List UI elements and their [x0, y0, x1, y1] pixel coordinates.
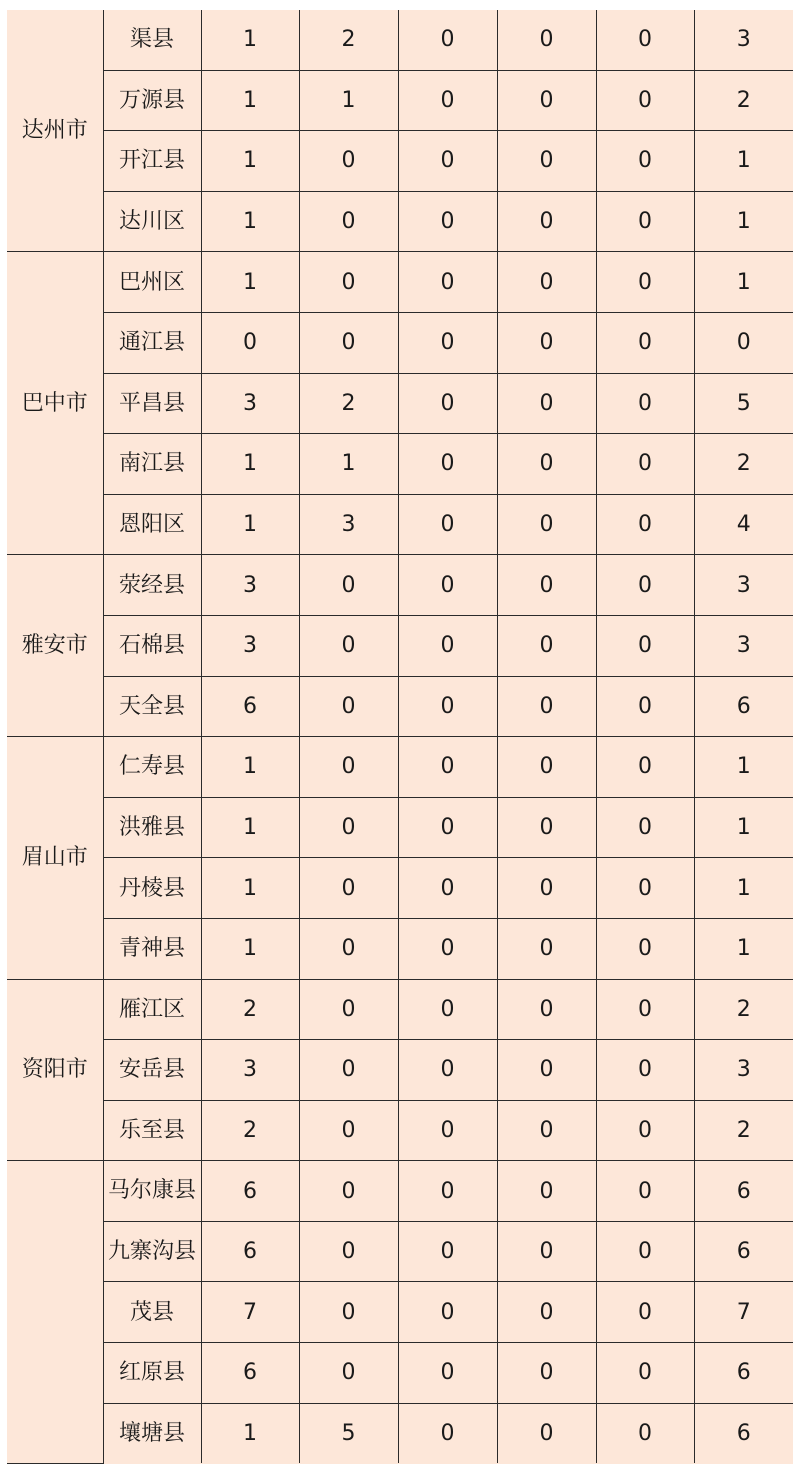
total-count-cell: 6 [694, 1343, 793, 1404]
count-cell: 0 [398, 1100, 497, 1161]
count-cell: 1 [201, 131, 299, 192]
county-name-cell: 红原县 [103, 1343, 201, 1404]
county-name-cell: 石棉县 [103, 615, 201, 676]
count-cell: 0 [398, 1403, 497, 1463]
total-count-cell: 2 [694, 979, 793, 1040]
count-cell: 0 [596, 615, 694, 676]
table-row [7, 191, 793, 252]
county-name-cell: 乐至县 [103, 1100, 201, 1161]
count-cell: 6 [201, 1161, 299, 1222]
count-cell: 2 [201, 1100, 299, 1161]
count-cell: 1 [201, 70, 299, 131]
total-count-cell: 2 [694, 1100, 793, 1161]
count-cell: 0 [398, 797, 497, 858]
count-cell: 0 [398, 312, 497, 373]
total-count-cell: 6 [694, 1161, 793, 1222]
total-count-cell: 6 [694, 676, 793, 737]
count-cell: 0 [596, 1040, 694, 1101]
count-cell: 0 [596, 737, 694, 798]
count-cell: 0 [497, 10, 596, 70]
table-row [7, 1040, 793, 1101]
count-cell: 0 [201, 312, 299, 373]
count-cell: 0 [398, 858, 497, 919]
table-row [7, 737, 793, 798]
county-name-cell: 仁寿县 [103, 737, 201, 798]
total-count-cell: 2 [694, 70, 793, 131]
table-row [7, 1161, 793, 1222]
count-cell: 3 [299, 494, 398, 555]
count-cell: 0 [299, 1100, 398, 1161]
count-cell: 0 [398, 1343, 497, 1404]
county-name-cell: 万源县 [103, 70, 201, 131]
statistics-table-sheet [7, 10, 793, 1464]
total-count-cell: 1 [694, 918, 793, 979]
count-cell: 0 [497, 373, 596, 434]
table-row [7, 676, 793, 737]
count-cell: 1 [201, 858, 299, 919]
count-cell: 0 [497, 252, 596, 313]
total-count-cell: 3 [694, 10, 793, 70]
county-name-cell: 马尔康县 [103, 1161, 201, 1222]
count-cell: 0 [398, 10, 497, 70]
count-cell: 0 [497, 1040, 596, 1101]
count-cell: 0 [497, 1100, 596, 1161]
total-count-cell: 6 [694, 1221, 793, 1282]
count-cell: 1 [201, 191, 299, 252]
count-cell: 0 [596, 373, 694, 434]
table-row [7, 797, 793, 858]
county-name-cell: 达川区 [103, 191, 201, 252]
total-count-cell: 3 [694, 615, 793, 676]
city-name-cell: 资阳市 [7, 979, 103, 1161]
count-cell: 0 [596, 494, 694, 555]
count-cell: 0 [596, 1343, 694, 1404]
count-cell: 0 [497, 494, 596, 555]
table-row [7, 70, 793, 131]
table-row [7, 1100, 793, 1161]
count-cell: 6 [201, 1343, 299, 1404]
count-cell: 0 [596, 70, 694, 131]
count-cell: 1 [201, 1403, 299, 1463]
count-cell: 0 [299, 1040, 398, 1101]
total-count-cell: 1 [694, 252, 793, 313]
table-row [7, 10, 793, 70]
county-name-cell: 南江县 [103, 434, 201, 495]
count-cell: 0 [596, 979, 694, 1040]
count-cell: 0 [398, 373, 497, 434]
count-cell: 1 [201, 434, 299, 495]
count-cell: 0 [497, 858, 596, 919]
count-cell: 0 [497, 797, 596, 858]
table-row [7, 1343, 793, 1404]
count-cell: 1 [299, 70, 398, 131]
total-count-cell: 7 [694, 1282, 793, 1343]
table-row [7, 1282, 793, 1343]
count-cell: 0 [497, 1221, 596, 1282]
count-cell: 0 [596, 191, 694, 252]
count-cell: 0 [596, 1221, 694, 1282]
count-cell: 0 [299, 676, 398, 737]
count-cell: 0 [497, 191, 596, 252]
count-cell: 0 [299, 918, 398, 979]
count-cell: 0 [299, 131, 398, 192]
count-cell: 0 [497, 555, 596, 616]
count-cell: 0 [497, 131, 596, 192]
table-body [7, 10, 793, 1463]
count-cell: 0 [596, 252, 694, 313]
count-cell: 2 [299, 373, 398, 434]
count-cell: 0 [398, 70, 497, 131]
count-cell: 0 [299, 1343, 398, 1404]
total-count-cell: 1 [694, 797, 793, 858]
count-cell: 1 [299, 434, 398, 495]
count-cell: 0 [299, 797, 398, 858]
county-name-cell: 壤塘县 [103, 1403, 201, 1463]
count-cell: 3 [201, 615, 299, 676]
table-row [7, 373, 793, 434]
count-cell: 0 [398, 252, 497, 313]
count-cell: 0 [497, 312, 596, 373]
count-cell: 0 [299, 555, 398, 616]
city-name-cell: 巴中市 [7, 252, 103, 555]
count-cell: 0 [398, 1221, 497, 1282]
count-cell: 0 [398, 1040, 497, 1101]
total-count-cell: 1 [694, 737, 793, 798]
count-cell: 0 [299, 1161, 398, 1222]
count-cell: 0 [398, 918, 497, 979]
table-row [7, 979, 793, 1040]
county-name-cell: 巴州区 [103, 252, 201, 313]
count-cell: 0 [398, 191, 497, 252]
county-name-cell: 天全县 [103, 676, 201, 737]
total-count-cell: 5 [694, 373, 793, 434]
count-cell: 1 [201, 494, 299, 555]
count-cell: 0 [398, 979, 497, 1040]
total-count-cell: 4 [694, 494, 793, 555]
count-cell: 0 [596, 10, 694, 70]
city-name-cell [7, 1161, 103, 1463]
count-cell: 0 [596, 434, 694, 495]
count-cell: 0 [398, 555, 497, 616]
county-statistics-table [7, 10, 793, 1464]
table-row [7, 615, 793, 676]
table-row [7, 131, 793, 192]
count-cell: 1 [201, 918, 299, 979]
table-row [7, 312, 793, 373]
county-name-cell: 青神县 [103, 918, 201, 979]
county-name-cell: 平昌县 [103, 373, 201, 434]
count-cell: 0 [299, 252, 398, 313]
count-cell: 1 [201, 252, 299, 313]
county-name-cell: 开江县 [103, 131, 201, 192]
count-cell: 0 [398, 131, 497, 192]
county-name-cell: 洪雅县 [103, 797, 201, 858]
county-name-cell: 荥经县 [103, 555, 201, 616]
count-cell: 7 [201, 1282, 299, 1343]
county-name-cell: 雁江区 [103, 979, 201, 1040]
table-row [7, 918, 793, 979]
count-cell: 0 [596, 1403, 694, 1463]
count-cell: 0 [596, 797, 694, 858]
county-name-cell: 茂县 [103, 1282, 201, 1343]
count-cell: 0 [299, 979, 398, 1040]
table-row [7, 858, 793, 919]
total-count-cell: 0 [694, 312, 793, 373]
count-cell: 0 [497, 1161, 596, 1222]
count-cell: 0 [497, 1343, 596, 1404]
count-cell: 1 [201, 737, 299, 798]
count-cell: 0 [398, 1282, 497, 1343]
count-cell: 1 [201, 10, 299, 70]
count-cell: 3 [201, 373, 299, 434]
city-name-cell: 眉山市 [7, 737, 103, 979]
county-name-cell: 丹棱县 [103, 858, 201, 919]
count-cell: 0 [596, 555, 694, 616]
count-cell: 0 [299, 615, 398, 676]
table-row [7, 555, 793, 616]
count-cell: 0 [398, 434, 497, 495]
count-cell: 0 [497, 434, 596, 495]
count-cell: 0 [596, 676, 694, 737]
count-cell: 0 [398, 615, 497, 676]
count-cell: 1 [201, 797, 299, 858]
county-name-cell: 渠县 [103, 10, 201, 70]
count-cell: 0 [299, 1221, 398, 1282]
count-cell: 5 [299, 1403, 398, 1463]
count-cell: 0 [299, 312, 398, 373]
table-row [7, 434, 793, 495]
count-cell: 0 [497, 676, 596, 737]
count-cell: 0 [497, 70, 596, 131]
table-row [7, 494, 793, 555]
count-cell: 0 [497, 615, 596, 676]
total-count-cell: 3 [694, 1040, 793, 1101]
total-count-cell: 1 [694, 858, 793, 919]
count-cell: 0 [497, 737, 596, 798]
county-name-cell: 恩阳区 [103, 494, 201, 555]
count-cell: 0 [596, 858, 694, 919]
count-cell: 3 [201, 1040, 299, 1101]
count-cell: 0 [596, 1161, 694, 1222]
count-cell: 0 [299, 737, 398, 798]
total-count-cell: 6 [694, 1403, 793, 1463]
count-cell: 0 [497, 1403, 596, 1463]
count-cell: 0 [596, 1100, 694, 1161]
count-cell: 6 [201, 1221, 299, 1282]
total-count-cell: 3 [694, 555, 793, 616]
count-cell: 0 [497, 1282, 596, 1343]
count-cell: 0 [596, 312, 694, 373]
total-count-cell: 1 [694, 191, 793, 252]
count-cell: 0 [299, 1282, 398, 1343]
city-name-cell: 雅安市 [7, 555, 103, 737]
count-cell: 0 [299, 191, 398, 252]
county-name-cell: 安岳县 [103, 1040, 201, 1101]
count-cell: 0 [596, 918, 694, 979]
count-cell: 0 [398, 494, 497, 555]
count-cell: 0 [299, 858, 398, 919]
table-row [7, 1403, 793, 1463]
count-cell: 0 [497, 918, 596, 979]
count-cell: 0 [398, 1161, 497, 1222]
count-cell: 2 [299, 10, 398, 70]
count-cell: 0 [596, 131, 694, 192]
count-cell: 3 [201, 555, 299, 616]
table-row [7, 252, 793, 313]
table-row [7, 1221, 793, 1282]
county-name-cell: 九寨沟县 [103, 1221, 201, 1282]
city-name-cell: 达州市 [7, 10, 103, 252]
county-name-cell: 通江县 [103, 312, 201, 373]
count-cell: 6 [201, 676, 299, 737]
count-cell: 2 [201, 979, 299, 1040]
count-cell: 0 [497, 979, 596, 1040]
total-count-cell: 2 [694, 434, 793, 495]
count-cell: 0 [596, 1282, 694, 1343]
count-cell: 0 [398, 676, 497, 737]
total-count-cell: 1 [694, 131, 793, 192]
count-cell: 0 [398, 737, 497, 798]
